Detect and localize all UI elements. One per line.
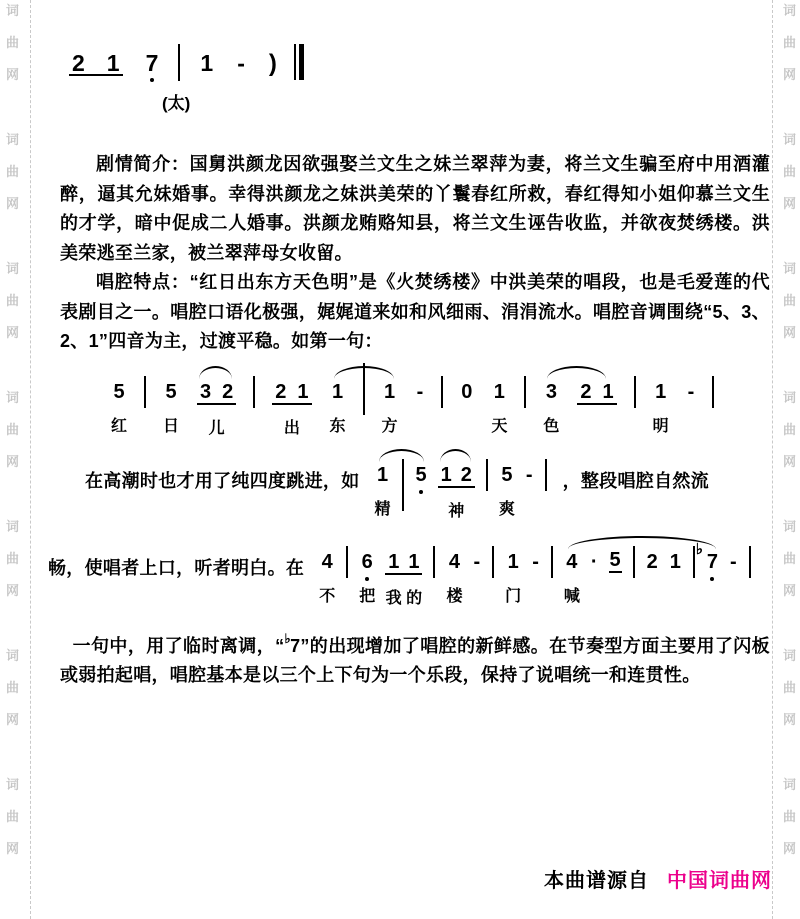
watermark-group: [783, 4, 796, 100]
watermark-column-left: [6, 4, 19, 907]
inline-text-b-before: 畅，使唱者上口，听者明白。在: [48, 557, 305, 578]
note: 1: [200, 50, 214, 76]
watermark-group: [783, 133, 796, 229]
watermark-char: 曲: [782, 809, 796, 824]
closing-paragraph: [60, 624, 770, 691]
watermark-char: 词: [6, 132, 20, 147]
note: 1: [297, 380, 309, 403]
note-cell: [473, 549, 482, 573]
left-dashed-border: [30, 0, 31, 919]
note: 2: [275, 380, 287, 403]
watermark-char: 网: [782, 454, 796, 469]
note-cell: [646, 549, 659, 573]
watermark-char: 词: [782, 648, 796, 663]
note-group: [438, 462, 475, 521]
watermark-char: 曲: [6, 809, 20, 824]
watermark-char: 曲: [6, 293, 20, 308]
note-cell: [199, 48, 214, 74]
note-cell: [491, 379, 507, 436]
closing-text-post: ”的出现增加了唱腔的新鲜感。在节奏型方面主要用了闪板或弱拍起唱，唱腔基本是以三个上下句为一个乐段，保持了说唱统一和连贯性。: [60, 635, 770, 685]
watermark-group: [783, 262, 796, 358]
note-cell: [653, 379, 669, 436]
note: -: [730, 550, 737, 573]
watermark-char: 词: [6, 390, 20, 405]
note: -: [473, 550, 481, 573]
tai-caption: (太): [162, 94, 191, 113]
watermark-group: [6, 391, 19, 487]
synopsis-paragraph: 剧情简介：国舅洪颜龙因欲强娶兰文生之妹兰翠萍为妻，将兰文生骗至府中用酒灌醉，逼其允妹婚事。幸得洪颜龙之妹洪美荣的丫鬟春红所救，春红得知小姐仰慕兰文生的才学，暗中促成二人婚事。洪颜龙贿赂知县，将兰文生诬告收监，并欲夜焚绣楼。洪美荣逃至兰家，被兰翠萍母女收留。: [60, 154, 770, 263]
watermark-char: 曲: [6, 680, 20, 695]
note-cell: [460, 379, 473, 403]
slur: [440, 449, 471, 462]
watermark-char: 曲: [782, 551, 796, 566]
note: 2: [222, 380, 234, 403]
watermark-char: 词: [782, 390, 796, 405]
watermark-char: 曲: [782, 293, 796, 308]
note: 3: [545, 380, 557, 403]
watermark-char: 词: [782, 132, 796, 147]
watermark-char: 词: [6, 777, 20, 792]
note: 1: [408, 550, 420, 573]
vocal-style-paragraph: 唱腔特点：“红日出东方天色明”是《火焚绣楼》中洪美荣的唱段，也是毛爱莲的代表剧目之一。唱腔口语化极强，娓娓道来如和风细雨、涓涓流水。唱腔音调围绕“5、3、2、1”四音为主，过渡平稳。如第一句：: [60, 272, 770, 351]
lyric: 精: [374, 500, 391, 518]
lyric: 门: [505, 587, 522, 605]
note-group: [385, 549, 422, 608]
watermark-group: [783, 391, 796, 487]
watermark-char: 曲: [6, 164, 20, 179]
slur: [568, 536, 716, 549]
watermark-char: 网: [782, 583, 796, 598]
watermark-char: 词: [782, 519, 796, 534]
watermark-char: 网: [6, 712, 20, 727]
watermark-group: [783, 520, 796, 616]
note: -: [237, 50, 245, 76]
note-cell: [609, 549, 622, 573]
barline: [633, 546, 635, 578]
note: 7 ♭: [695, 540, 719, 573]
watermark-group: [6, 4, 19, 100]
lyric: 方: [381, 417, 398, 435]
lyric: 喊: [563, 587, 580, 605]
watermark-column-right: [783, 4, 796, 907]
watermark-group: [6, 649, 19, 745]
note-group: [197, 379, 236, 438]
note-cell: [590, 549, 599, 573]
note: 1: [388, 550, 400, 573]
watermark-char: 网: [782, 325, 796, 340]
lyric: 明: [652, 417, 669, 435]
barline: [634, 376, 636, 408]
note-cell: [687, 379, 696, 403]
lyric: 红: [111, 417, 128, 435]
watermark-char: 词: [6, 519, 20, 534]
note-cell: [499, 462, 515, 519]
inline-row-b: [48, 533, 770, 608]
note: 6: [361, 550, 373, 573]
watermark-char: 词: [782, 3, 796, 18]
note: ): [268, 50, 277, 77]
lyric: 楼: [446, 587, 463, 605]
music-first-phrase: [102, 363, 722, 438]
barline: [441, 376, 443, 408]
barline: [749, 546, 751, 578]
watermark-group: [783, 778, 796, 874]
note: 4: [321, 550, 333, 573]
watermark-char: 曲: [782, 680, 796, 695]
watermark-char: 曲: [6, 551, 20, 566]
lyric: 我 的: [385, 589, 423, 607]
flat-sign: ♭: [695, 540, 703, 558]
note-cell: [564, 549, 580, 606]
note: 5: [501, 463, 513, 486]
watermark-group: [6, 778, 19, 874]
barline: [178, 44, 180, 81]
note-group: [577, 379, 616, 405]
note: 1: [440, 463, 452, 486]
watermark-char: 词: [6, 3, 20, 18]
barline: [551, 546, 553, 578]
music-inline-phrase-2: [314, 533, 757, 608]
flat-sign: ♭: [284, 630, 292, 646]
closing-text-pre: 一句中，用了临时离调，“: [72, 635, 285, 656]
lyric: 爽: [498, 500, 515, 518]
watermark-char: 网: [6, 325, 20, 340]
note: 1: [507, 550, 519, 573]
watermark-char: 曲: [782, 164, 796, 179]
note: 5: [113, 380, 125, 403]
note-cell: [531, 549, 540, 573]
note: 4: [566, 550, 578, 573]
note-cell: [268, 48, 278, 77]
note: -: [525, 463, 533, 486]
barline: [402, 459, 404, 511]
note: 2: [580, 380, 592, 403]
note: 1: [655, 380, 667, 403]
barline: [693, 546, 695, 578]
flat-seven-symbol: [284, 630, 301, 656]
seven-digit: 7: [290, 635, 301, 656]
note-cell: [236, 48, 246, 74]
site-name: 中国词曲网: [667, 870, 772, 892]
note: 1: [376, 463, 389, 486]
lyric: 儿: [208, 419, 225, 437]
watermark-char: 词: [782, 777, 796, 792]
note-cell: [446, 549, 462, 606]
note-cell: [525, 462, 534, 486]
lyric: 日: [163, 417, 180, 435]
note-cell: [319, 549, 335, 606]
note: 2: [72, 50, 85, 76]
watermark-group: [6, 133, 19, 229]
barline: [545, 459, 547, 491]
note: 5: [609, 548, 621, 571]
page-content: [48, 40, 770, 691]
barline: [433, 546, 435, 578]
watermark-char: 网: [782, 196, 796, 211]
note: 1: [493, 380, 505, 403]
slur: [334, 366, 394, 379]
watermark-char: 网: [6, 67, 20, 82]
lyric: 把: [359, 587, 376, 605]
music-ending-line: [58, 40, 309, 81]
lyric: 不: [319, 587, 336, 605]
watermark-group: [6, 262, 19, 358]
note-cell: [669, 549, 682, 573]
note-cell: [359, 549, 375, 606]
note: 1: [602, 380, 614, 403]
note-cell: [145, 48, 160, 74]
music-inline-phrase-1: [370, 446, 553, 521]
note: 0: [461, 380, 473, 403]
note-cell: [111, 379, 127, 436]
note: 2: [460, 463, 472, 486]
note: 3: [200, 380, 212, 403]
note-cell: [416, 379, 425, 403]
watermark-char: 网: [6, 583, 20, 598]
note: 1: [106, 50, 120, 76]
barline: [492, 546, 494, 578]
inline-row-a: [85, 446, 770, 521]
barline: [144, 376, 146, 408]
barline: [486, 459, 488, 491]
note-cell: [382, 379, 398, 436]
note: ·: [590, 550, 598, 573]
note: 2: [646, 550, 658, 573]
slur: [379, 449, 425, 462]
barline: [253, 376, 255, 408]
lyric: 天: [491, 417, 508, 435]
note: 1: [331, 380, 344, 403]
watermark-char: 网: [782, 67, 796, 82]
note-cell: [695, 540, 719, 573]
note-group: [69, 48, 123, 76]
watermark-char: 网: [6, 454, 20, 469]
lyric: 神: [448, 502, 465, 520]
watermark-char: 词: [782, 261, 796, 276]
watermark-char: 曲: [782, 422, 796, 437]
note-cell: [330, 379, 346, 436]
note: 5: [415, 463, 427, 486]
credit-label: 本曲谱源自: [544, 870, 649, 892]
watermark-char: 曲: [6, 422, 20, 437]
inline-text-a-after: ，整段唱腔自然流: [562, 470, 709, 491]
note-cell: [375, 462, 391, 519]
barline: [346, 546, 348, 578]
note: 1: [669, 550, 681, 573]
note-cell: [163, 379, 179, 436]
watermark-char: 曲: [782, 35, 796, 50]
final-barline: [294, 44, 304, 80]
source-credit: [544, 864, 772, 893]
right-dashed-border: [772, 0, 773, 919]
watermark-char: 网: [782, 841, 796, 856]
lyric: 色: [543, 417, 560, 435]
note: -: [532, 550, 539, 573]
note: -: [687, 380, 695, 403]
slur: [547, 366, 606, 379]
watermark-char: 网: [782, 712, 796, 727]
note-cell: [505, 549, 521, 606]
lyric: 东: [329, 417, 346, 435]
barline: [524, 376, 526, 408]
note: 7: [145, 50, 159, 76]
note: -: [416, 380, 424, 403]
slur: [199, 366, 232, 379]
watermark-char: 网: [6, 841, 20, 856]
note-cell: [729, 549, 738, 573]
note: 4: [448, 550, 461, 573]
watermark-group: [6, 520, 19, 616]
watermark-char: 词: [6, 261, 20, 276]
watermark-char: 词: [6, 648, 20, 663]
note-cell: [415, 462, 428, 486]
inline-text-a-before: 在高潮时也才用了纯四度跳进，如: [85, 470, 360, 491]
barline: [712, 376, 714, 408]
watermark-group: [783, 649, 796, 745]
note-cell: [543, 379, 559, 436]
note: 5: [165, 380, 177, 403]
watermark-char: 网: [6, 196, 20, 211]
lyric: 出: [283, 419, 300, 437]
note-group: [272, 379, 311, 438]
note: 1: [383, 380, 396, 403]
watermark-char: 曲: [6, 35, 20, 50]
